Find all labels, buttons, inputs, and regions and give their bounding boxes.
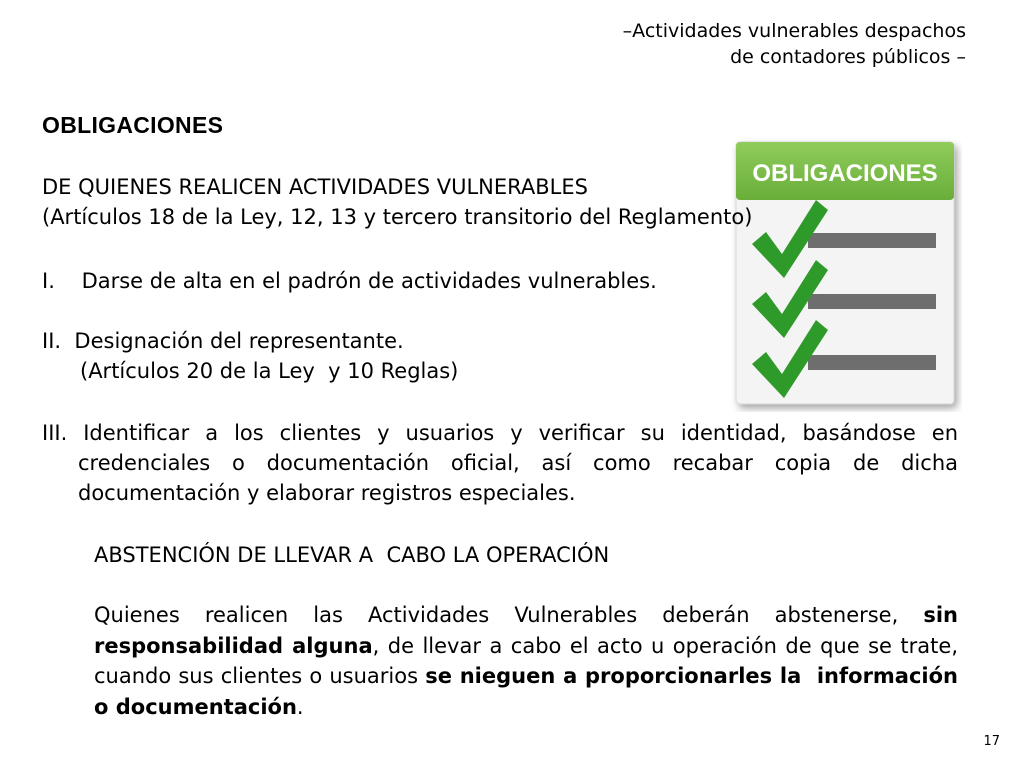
slide-header	[546, 18, 966, 70]
subtitle	[42, 172, 922, 232]
obligation-item-2-reference: (Artículos 20 de la Ley y 10 Reglas)	[80, 359, 459, 383]
paragraph-emphasis-2: se nieguen a proporcionarles la información o documentación	[94, 664, 966, 719]
header-line-1: –Actividades vulnerables despachos	[622, 20, 966, 42]
obligation-item-2: II. Designación del representante.	[42, 329, 404, 353]
section-paragraph	[94, 600, 966, 722]
paragraph-text-3: .	[296, 694, 304, 719]
header-line-2: de contadores públicos –	[730, 46, 966, 68]
paragraph-text-1: Quienes realicen las Actividades Vulnerables deberán abstenerse,	[94, 603, 924, 627]
section-title: ABSTENCIÓN DE LLEVAR A CABO LA OPERACIÓN	[94, 543, 610, 567]
obligation-item-3: III. Identificar a los clientes y usuarios y verificar su identidad, basándose en credenciales o documentación oficial, así como recabar copia de dicha documentación y elaborar registros especiales.	[42, 421, 958, 505]
page-title: OBLIGACIONES	[42, 112, 224, 138]
icon-label: OBLIGACIONES	[752, 160, 938, 187]
subtitle-line-2: (Artículos 18 de la Ley, 12, 13 y tercero transitorio del Reglamento)	[42, 205, 753, 229]
page-number: 17	[983, 734, 1000, 749]
obligation-item-1: I. Darse de alta en el padrón de actividades vulnerables.	[42, 269, 657, 293]
paragraph-text-2: , de llevar a cabo el acto u operación de que se trate, cuando sus clientes o usuarios	[94, 633, 959, 688]
paragraph-emphasis-1: sin responsabilidad alguna	[94, 603, 958, 658]
subtitle-line-1: DE QUIENES REALICEN ACTIVIDADES VULNERABLES	[42, 175, 588, 199]
